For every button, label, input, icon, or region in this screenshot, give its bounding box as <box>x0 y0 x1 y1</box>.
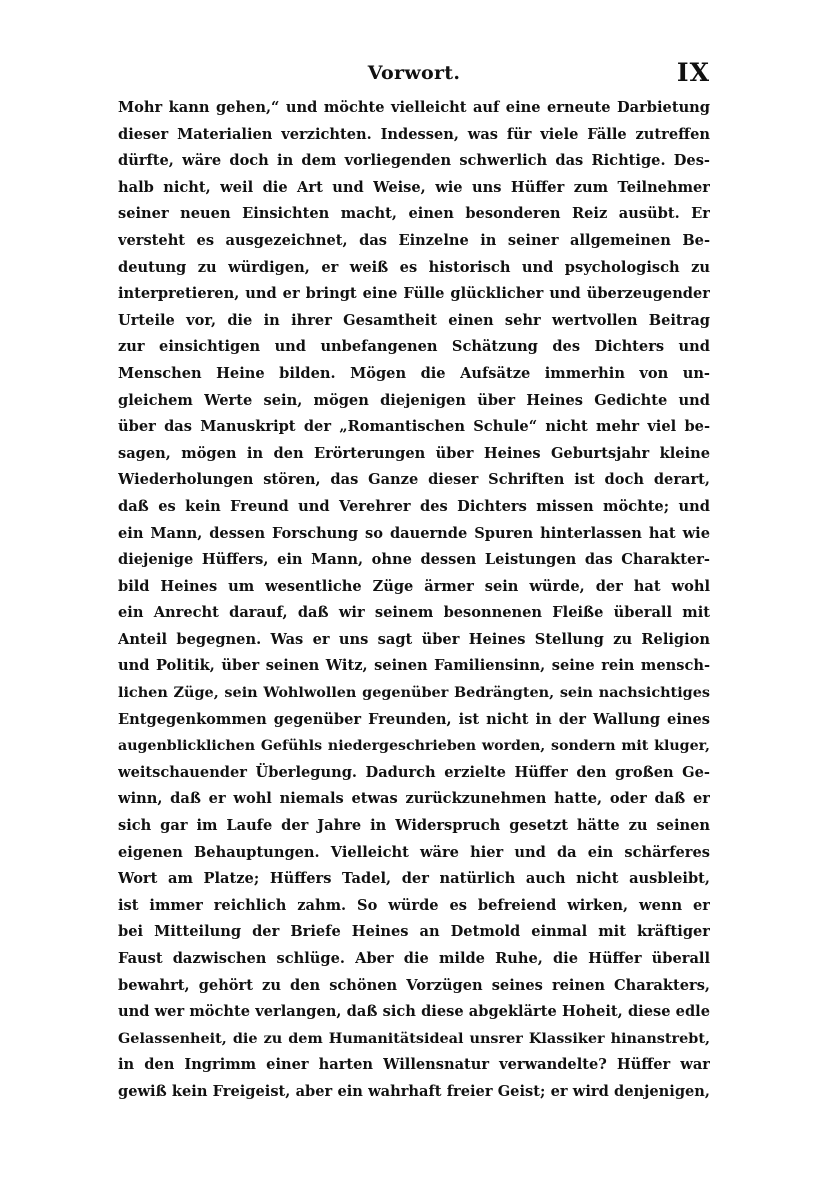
text-line: Gelassenheit, die zu dem Humanitätsideal unsrer Klassiker hinanstrebt, <box>118 1029 710 1047</box>
text-line: daß es kein Freund und Verehrer des Dichters missen möchte; und <box>118 497 710 515</box>
text-line: weitschauender Überlegung. Dadurch erzielte Hüffer den großen Ge- <box>118 763 710 781</box>
text-line: sagen, mögen in den Erörterungen über Heines Geburtsjahr kleine <box>118 444 710 462</box>
text-line: Menschen Heine bilden. Mögen die Aufsätze immerhin von un- <box>118 364 710 382</box>
page-number: IX <box>676 58 710 87</box>
text-line: diejenige Hüffers, ein Mann, ohne dessen Leistungen das Charakter- <box>118 551 710 569</box>
text-line: halb nicht, weil die Art und Weise, wie uns Hüffer zum Teilnehmer <box>118 178 710 196</box>
text-line: versteht es ausgezeichnet, das Einzelne in seiner allgemeinen Be- <box>118 231 710 249</box>
text-line: Wiederholungen stören, das Ganze dieser Schriften ist doch derart, <box>118 471 710 489</box>
text-line: Anteil begegnen. Was er uns sagt über Heines Stellung zu Religion <box>118 630 710 648</box>
text-line: sich gar im Laufe der Jahre in Widerspruch gesetzt hätte zu seinen <box>118 817 710 835</box>
text-line: Mohr kann gehen,“ und möchte vielleicht auf eine erneute Darbietung <box>118 99 710 116</box>
text-line: ein Anrecht darauf, daß wir seinem besonnenen Fleiße überall mit <box>118 604 710 622</box>
text-line: winn, daß er wohl niemals etwas zurückzunehmen hatte, oder daß er <box>118 790 710 808</box>
text-line: Wort am Platze; Hüffers Tadel, der natürlich auch nicht ausbleibt, <box>118 870 710 888</box>
text-line: ist immer reichlich zahm. So würde es befreiend wirken, wenn er <box>118 896 710 914</box>
text-line: gewiß kein Freigeist, aber ein wahrhaft freier Geist; er wird denjenigen, <box>118 1082 710 1100</box>
text-line: bei Mitteilung der Briefe Heines an Detmold einmal mit kräftiger <box>118 923 710 941</box>
text-line: seiner neuen Einsichten macht, einen besonderen Reiz ausübt. Er <box>118 205 710 223</box>
text-line: über das Manuskript der „Romantischen Schule“ nicht mehr viel be- <box>118 418 710 436</box>
body-text <box>118 95 710 1106</box>
text-line: dürfte, wäre doch in dem vorliegenden schwerlich das Richtige. Des- <box>118 152 710 170</box>
text-line: Urteile vor, die in ihrer Gesamtheit einen sehr wertvollen Beitrag <box>118 311 710 329</box>
text-line: ein Mann, dessen Forschung so dauernde Spuren hinterlassen hat wie <box>118 524 710 542</box>
text-line: eigenen Behauptungen. Vielleicht wäre hier und da ein schärferes <box>118 843 710 861</box>
text-line: in den Ingrimm einer harten Willensnatur verwandelte? Hüffer war <box>118 1056 710 1074</box>
text-line: und wer möchte verlangen, daß sich diese abgeklärte Hoheit, diese edle <box>118 1003 710 1021</box>
text-line: augenblicklichen Gefühls niedergeschrieben worden, sondern mit kluger, <box>118 738 710 755</box>
text-line: gleichem Werte sein, mögen diejenigen über Heines Gedichte und <box>118 391 710 409</box>
text-line: zur einsichtigen und unbefangenen Schätzung des Dichters und <box>118 338 710 356</box>
text-line: Entgegenkommen gegenüber Freunden, ist nicht in der Wallung eines <box>118 710 710 728</box>
running-head <box>118 58 710 90</box>
text-line: bild Heines um wesentliche Züge ärmer sein würde, der hat wohl <box>118 577 710 595</box>
text-line: deutung zu würdigen, er weiß es historisch und psychologisch zu <box>118 258 710 276</box>
running-title: Vorwort. <box>367 62 461 84</box>
text-line: interpretieren, und er bringt eine Fülle glücklicher und überzeugender <box>118 285 710 303</box>
text-line: dieser Materialien verzichten. Indessen, was für viele Fälle zutreffen <box>118 125 710 143</box>
text-line: und Politik, über seinen Witz, seinen Familiensinn, seine rein mensch- <box>118 657 710 675</box>
text-line: bewahrt, gehört zu den schönen Vorzügen seines reinen Charakters, <box>118 976 710 994</box>
text-line: lichen Züge, sein Wohlwollen gegenüber Bedrängten, sein nachsichtiges <box>118 684 710 702</box>
text-line: Faust dazwischen schlüge. Aber die milde Ruhe, die Hüffer überall <box>118 950 710 967</box>
